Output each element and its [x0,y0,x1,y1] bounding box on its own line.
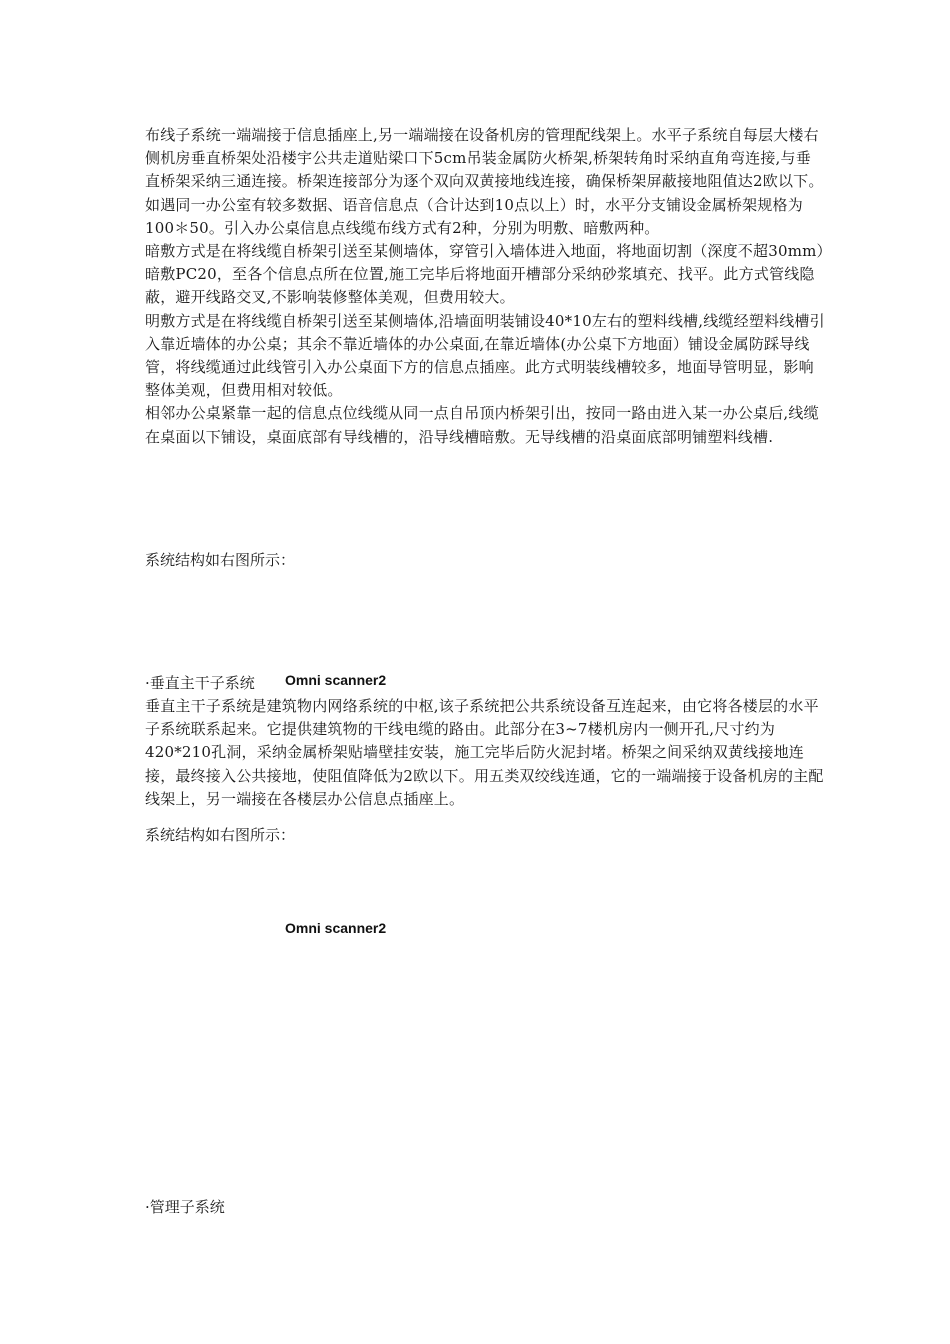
vertical-subsystem-text [145,695,825,811]
paragraph-exposed-method: 明敷方式是在将线缆自桥架引送至某侧墙体,沿墙面明装铺设40*10左右的塑料线槽,线缆经塑料线槽引入靠近墙体的办公桌；其余不靠近墙体的办公桌面,在靠近墙体(办公桌下方地面）铺设金属防踩导线管，将线缆通过此线管引入办公桌面下方的信息点插座。此方式明装线槽较多，地面导管明显，影响整体美观，但费用相对较低。 [145,311,825,400]
paragraph-concealed-method: 暗敷方式是在将线缆自桥架引送至某侧墙体，穿管引入墙体进入地面，将地面切割（深度不超30mm）暗敷PC20，至各个信息点所在位置,施工完毕后将地面开槽部分采纳砂浆填充、找平。此方式管线隐蔽，避开线路交叉,不影响装修整体美观，但费用较大。 [145,242,825,307]
vertical-subsystem-heading: ·垂直主干子系统 [145,674,255,692]
horizontal-subsystem-text [145,124,825,449]
paragraph-adjacent-desks: 相邻办公桌紧靠一起的信息点位线缆从同一点自吊顶内桥架引出，按同一路由进入某一办公桌后,线缆在桌面以下铺设，桌面底部有导线槽的，沿导线槽暗敷。无导线槽的沿桌面底部明铺塑料线槽. [145,404,819,446]
paragraph-vertical-backbone: 垂直主干子系统是建筑物内网络系统的中枢,该子系统把公共系统设备互连起来，由它将各楼层的水平子系统联系起来。它提供建筑物的干线电缆的路由。此部分在3~7楼机房内一侧开孔,尺寸约为420*210孔洞，采纳金属桥架贴墙壁挂安装，施工完毕后防火泥封堵。桥架之间采纳双黄线接地连接，最终接入公共接地，使阻值降低为2欧以下。用五类双绞线连通，它的一端端接于设备机房的主配线架上，另一端接在各楼层办公信息点插座上。 [145,697,824,808]
structure-note-horizontal: 系统结构如右图所示： [145,551,296,569]
structure-note-vertical: 系统结构如右图所示： [145,826,296,844]
image-label-omni-scanner: Omni scanner2 [285,672,387,688]
figure-label-omni-scanner: Omni scanner2 [285,920,387,936]
management-subsystem-heading: ·管理子系统 [145,1198,225,1216]
paragraph-horizontal-intro: 布线子系统一端端接于信息插座上,另一端端接在设备机房的管理配线架上。水平子系统自每层大楼右侧机房垂直桥架处沿楼宇公共走道贴梁口下5cm吊装金属防火桥架,桥架转角时采纳直角弯连接,与垂直桥架采纳三通连接。桥架连接部分为逐个双向双黄接地线连接，确保桥架屏蔽接地阻值达2欧以下。如遇同一办公室有较多数据、语音信息点（合计达到10点以上）时，水平分支铺设金属桥架规格为100＊50。引入办公桌信息点线缆布线方式有2种，分别为明敷、暗敷两种。 [145,126,824,237]
